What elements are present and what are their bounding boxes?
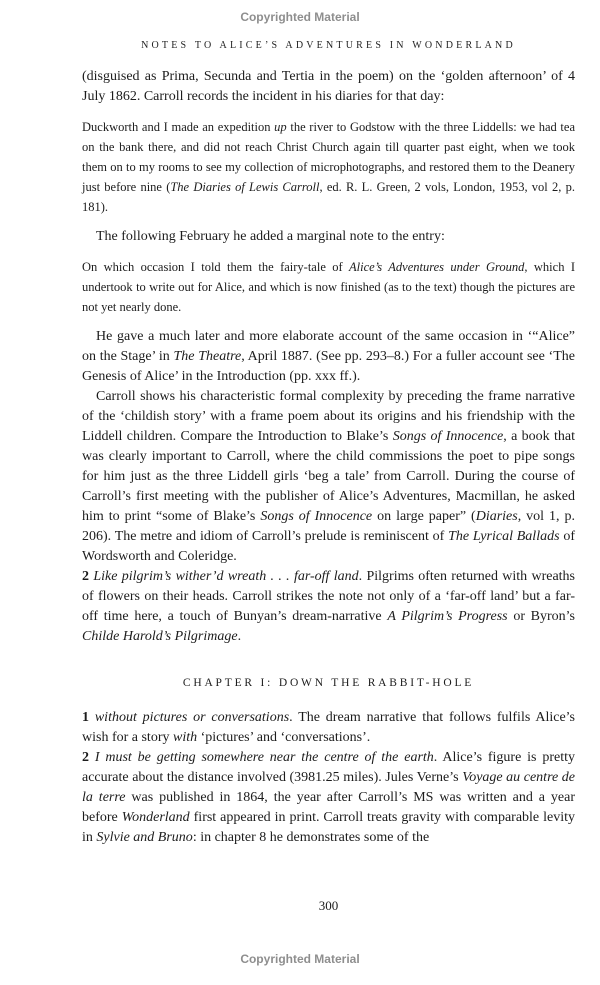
text-segment: . Alice’s figure is pretty accurate about the distance involved (3981.25 miles). Jules Verne’s bbox=[82, 750, 575, 785]
chapter-heading bbox=[82, 673, 575, 693]
text-segment: , which I undertook to write out for Alice, and which is now finished (as to the text) though the pictures are not yet nearly done. bbox=[82, 260, 575, 314]
text-segment: Diaries bbox=[475, 509, 518, 524]
text-segment: The Lyrical Ballads bbox=[448, 529, 560, 544]
text-segment: The following February he added a marginal note to the entry: bbox=[96, 229, 445, 244]
text-segment: He gave a much later and more elaborate account of the same occasion in ‘“Alice” on the Stage’ in bbox=[82, 329, 575, 364]
paragraph bbox=[82, 227, 575, 247]
text-segment: up bbox=[274, 120, 287, 134]
paragraph bbox=[82, 327, 575, 387]
text-segment: . bbox=[237, 629, 242, 644]
paragraph bbox=[82, 67, 575, 107]
text-segment: 1 bbox=[82, 710, 89, 725]
running-header: NOTES TO ALICE’S ADVENTURES IN WONDERLAND bbox=[141, 40, 516, 51]
text-segment: or Byron’s bbox=[507, 609, 576, 624]
text-segment: Childe Harold’s Pilgrimage bbox=[82, 629, 238, 644]
text-segment: Voyage au centre de la terre bbox=[82, 770, 575, 805]
text-segment: Duckworth and I made an expedition bbox=[82, 120, 275, 134]
block-quote bbox=[82, 257, 575, 317]
text-column bbox=[82, 40, 575, 848]
page-number: 300 bbox=[318, 898, 339, 913]
copyright-banner-bottom: Copyrighted Material bbox=[240, 952, 360, 966]
copyright-banner-top: Copyrighted Material bbox=[240, 10, 360, 24]
text-segment: The Theatre bbox=[173, 349, 242, 364]
text-segment: . The dream narrative that follows fulfils Alice’s wish for a story bbox=[82, 710, 576, 745]
text-segment: The Diaries of Lewis Carroll bbox=[170, 180, 320, 194]
text-segment: , a book that was clearly important to Carroll, where the child commissions the poet to pipe songs for him just as the three Liddell girls ‘beg a tale’ from Carroll. During the course of Carroll’s first meeting with the publisher of Alice’s Adventures, Macmillan, he asked him to print “some of Blake’s bbox=[82, 429, 575, 524]
text-segment: : in chapter 8 he demonstrates some of the bbox=[192, 830, 430, 845]
text-segment: the river to Godstow with the three Liddells: we had tea on the bank there, and did not reach Christ Church again till quarter past eight, when we took them on to my rooms to see my collection of microphotographs, and restored them to the Deanery just before nine ( bbox=[82, 120, 575, 194]
text-segment: , vol 1, p. 206). The metre and idiom of Carroll’s prelude is reminiscent of bbox=[82, 509, 576, 544]
note bbox=[82, 708, 575, 748]
text-segment: (disguised as Prima, Secunda and Tertia in the poem) on the ‘golden afternoon’ of 4 July 1862. Carroll records the incident in his diaries for that day: bbox=[82, 69, 575, 104]
text-segment: A Pilgrim’s Progress bbox=[387, 609, 508, 624]
note bbox=[82, 748, 575, 848]
text-segment: without pictures or conversations bbox=[94, 710, 290, 725]
body-text bbox=[82, 67, 575, 848]
text-segment: Songs of Innocence bbox=[260, 509, 373, 524]
text-segment: Carroll shows his characteristic formal complexity by preceding the frame narrative of the ‘childish story’ with a frame poem about its origins and his friendship with the Liddell children. Compare the Introduction to Blake’s bbox=[82, 389, 575, 444]
text-segment: On which occasion I told them the fairy-tale of bbox=[82, 260, 350, 274]
paragraph bbox=[82, 387, 575, 567]
text-segment: , ed. R. L. Green, 2 vols, London, 1953, vol 2, p. 181). bbox=[82, 180, 575, 214]
text-segment: Sylvie and Bruno bbox=[96, 830, 193, 845]
text-segment: I must be getting somewhere near the centre of the earth bbox=[94, 750, 434, 765]
text-segment: ‘pictures’ and ‘conversations’. bbox=[197, 730, 371, 745]
text-segment: 2 bbox=[82, 569, 89, 584]
text-segment: , April 1887. (See pp. 293–8.) For a fuller account see ‘The Genesis of Alice’ in the Introduction (pp. xxx ff.). bbox=[82, 349, 575, 384]
text-segment: with bbox=[173, 730, 198, 745]
text-segment: Alice’s Adventures under Ground bbox=[349, 260, 525, 274]
text-segment: CHAPTER I: DOWN THE RABBIT-HOLE bbox=[182, 677, 475, 689]
text-segment: Like pilgrim’s wither’d wreath . . . far-off land bbox=[93, 569, 359, 584]
text-segment: Wonderland bbox=[121, 810, 190, 825]
text-segment: of Wordsworth and Coleridge. bbox=[82, 529, 576, 564]
text-segment: was published in 1864, the year after Carroll’s MS was written and a year before bbox=[82, 790, 575, 825]
block-quote bbox=[82, 117, 575, 217]
text-segment: 2 bbox=[82, 750, 89, 765]
text-segment: . Pilgrims often returned with wreaths of flowers on their heads. Carroll strikes the note not only of a ‘far-off land’ but a far-off time here, a touch of Bunyan’s dream-narrative bbox=[82, 569, 575, 624]
text-segment: on large paper” ( bbox=[372, 509, 476, 524]
text-segment: first appeared in print. Carroll treats gravity with comparable levity in bbox=[82, 810, 575, 845]
note bbox=[82, 567, 575, 647]
text-segment: Songs of Innocence bbox=[392, 429, 504, 444]
